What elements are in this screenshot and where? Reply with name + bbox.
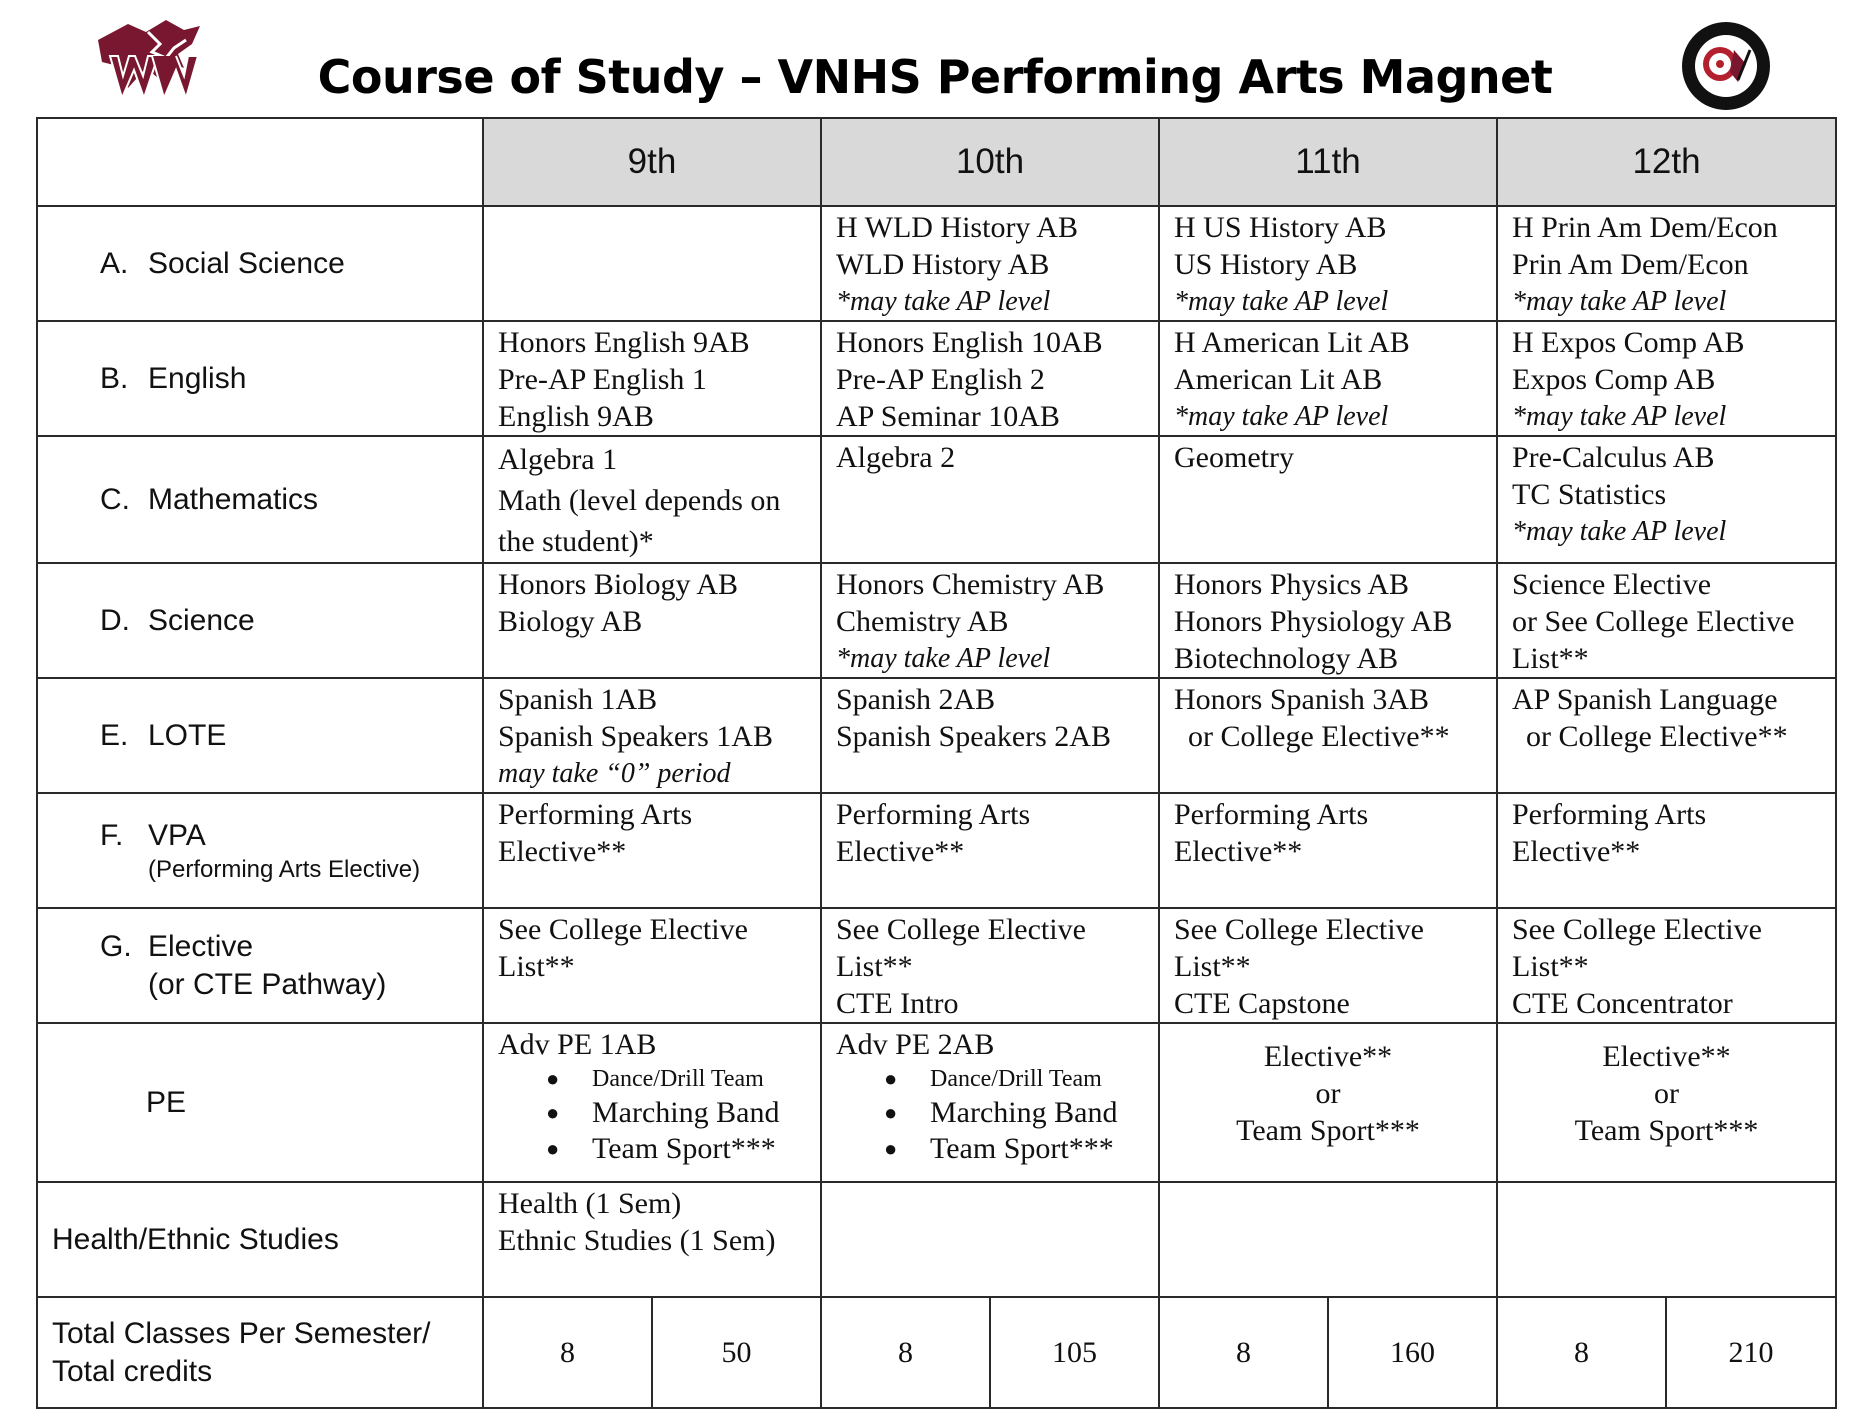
course-line: Math (level depends on	[498, 484, 781, 517]
cell-9th	[483, 793, 821, 908]
course-line: AP Spanish Language	[1512, 683, 1778, 716]
course-line: or College Elective**	[1526, 720, 1788, 753]
row-letter: F.	[100, 818, 124, 852]
row-label	[37, 908, 483, 1023]
row-science	[37, 563, 1836, 678]
cell-12th	[1497, 1182, 1836, 1297]
row-label-text: Total credits	[52, 1354, 213, 1388]
course-line: List**	[1512, 950, 1589, 983]
course-line: or College Elective**	[1188, 720, 1450, 753]
ap-note: *may take AP level	[1512, 401, 1727, 432]
list-item: ● Team Sport***	[546, 1131, 820, 1167]
cell-11th	[1159, 321, 1497, 436]
course-line: Algebra 1	[498, 443, 618, 476]
cell-12th	[1497, 436, 1836, 563]
course-line: Chemistry AB	[836, 605, 1009, 638]
row-label-text: Social Science	[148, 246, 345, 280]
course-line: List**	[1174, 950, 1251, 983]
cell-10th	[821, 678, 1159, 793]
row-label-text: PE	[146, 1085, 187, 1119]
course-line: Spanish Speakers 2AB	[836, 720, 1111, 753]
ap-note: *may take AP level	[1174, 401, 1389, 432]
cell-9th	[483, 678, 821, 793]
cell-11th	[1159, 563, 1497, 678]
course-line: Elective**	[1512, 835, 1641, 868]
course-line: Honors Biology AB	[498, 568, 739, 601]
course-line: Performing Arts	[1512, 798, 1707, 831]
course-line: Spanish Speakers 1AB	[498, 720, 773, 753]
course-line: or	[1315, 1077, 1341, 1110]
course-line: CTE Intro	[836, 987, 959, 1020]
cell-11th	[1159, 908, 1497, 1023]
ap-note: *may take AP level	[1174, 286, 1389, 317]
row-vpa	[37, 793, 1836, 908]
list-item: ● Marching Band	[546, 1095, 820, 1131]
pe-options-list	[498, 1063, 820, 1167]
course-line: Biology AB	[498, 605, 643, 638]
cell-12th	[1497, 321, 1836, 436]
course-line: Adv PE 1AB	[498, 1028, 657, 1061]
row-label	[37, 1297, 483, 1408]
cell-12th	[1497, 793, 1836, 908]
ap-note: *may take AP level	[836, 286, 1051, 317]
course-line: Honors Chemistry AB	[836, 568, 1105, 601]
course-line: the student)*	[498, 525, 654, 558]
cell-11th	[1159, 678, 1497, 793]
row-letter: A.	[100, 246, 129, 280]
row-label	[37, 321, 483, 436]
cell-10th	[821, 206, 1159, 321]
cell-11th	[1159, 1023, 1497, 1182]
credits-12th: 210	[1666, 1297, 1836, 1408]
cell-12th	[1497, 1023, 1836, 1182]
course-line: CTE Capstone	[1174, 987, 1350, 1020]
course-line: Honors English 10AB	[836, 326, 1103, 359]
course-line: H Prin Am Dem/Econ	[1512, 211, 1778, 244]
course-line: List**	[1512, 642, 1589, 675]
course-line: Elective**	[1602, 1040, 1731, 1073]
course-line: Spanish 1AB	[498, 683, 658, 716]
cell-12th	[1497, 678, 1836, 793]
course-line: or See College Elective	[1512, 605, 1795, 638]
course-line: Honors Spanish 3AB	[1174, 683, 1430, 716]
cell-12th	[1497, 908, 1836, 1023]
course-line: List**	[498, 950, 575, 983]
cell-11th	[1159, 206, 1497, 321]
row-mathematics	[37, 436, 1836, 563]
course-line: or	[1654, 1077, 1679, 1110]
course-line: Performing Arts	[1174, 798, 1369, 831]
course-line: Elective**	[1263, 1040, 1393, 1073]
course-line: H American Lit AB	[1174, 326, 1410, 359]
credits-11th: 160	[1328, 1297, 1497, 1408]
ap-note: *may take AP level	[836, 643, 1051, 674]
row-label	[37, 206, 483, 321]
course-line: Geometry	[1174, 441, 1294, 474]
row-english	[37, 321, 1836, 436]
classes-9th: 8	[483, 1297, 652, 1408]
cell-11th	[1159, 793, 1497, 908]
course-line: See College Elective	[836, 913, 1086, 946]
course-table	[36, 117, 1837, 1409]
classes-10th: 8	[821, 1297, 990, 1408]
row-pe	[37, 1023, 1836, 1182]
course-line: Prin Am Dem/Econ	[1512, 248, 1749, 281]
cell-12th	[1497, 563, 1836, 678]
cell-10th	[821, 1182, 1159, 1297]
cell-9th	[483, 1023, 821, 1182]
row-letter: B.	[100, 361, 129, 395]
classes-12th: 8	[1497, 1297, 1666, 1408]
course-line: See College Elective	[1512, 913, 1762, 946]
course-line: Pre-AP English 2	[836, 363, 1045, 396]
course-line: Algebra 2	[836, 441, 956, 474]
cell-9th	[483, 321, 821, 436]
course-line: Pre-Calculus AB	[1512, 441, 1715, 474]
cell-9th	[483, 1182, 821, 1297]
page-title: Course of Study – VNHS Performing Arts Magnet	[317, 50, 1553, 104]
row-label	[37, 563, 483, 678]
course-line: H Expos Comp AB	[1512, 326, 1745, 359]
header-9th: 9th	[483, 118, 821, 206]
ap-note: *may take AP level	[1512, 516, 1727, 547]
row-elective	[37, 908, 1836, 1023]
row-letter: D.	[100, 603, 130, 637]
cell-12th	[1497, 206, 1836, 321]
list-item: ● Team Sport***	[884, 1131, 1158, 1167]
row-label	[37, 1023, 483, 1182]
course-line: See College Elective	[498, 913, 748, 946]
course-line: Biotechnology AB	[1174, 642, 1399, 675]
list-item: ● Dance/Drill Team	[546, 1063, 820, 1095]
header-blank	[37, 118, 483, 206]
cell-10th	[821, 436, 1159, 563]
course-line: Science Elective	[1512, 568, 1712, 601]
course-line: CTE Concentrator	[1512, 987, 1733, 1020]
list-item: ● Marching Band	[884, 1095, 1158, 1131]
ap-note: *may take AP level	[1512, 286, 1727, 317]
credits-9th: 50	[652, 1297, 821, 1408]
course-line: Adv PE 2AB	[836, 1028, 995, 1061]
course-line: Honors Physics AB	[1174, 568, 1410, 601]
cell-9th	[483, 436, 821, 563]
course-line: Health (1 Sem)	[498, 1187, 682, 1220]
course-line: AP Seminar 10AB	[836, 400, 1060, 433]
course-line: H US History AB	[1174, 211, 1387, 244]
pe-options-list	[836, 1063, 1158, 1167]
course-line: English 9AB	[498, 400, 654, 433]
cell-11th	[1159, 1182, 1497, 1297]
row-label-text: VPA	[148, 818, 206, 852]
row-label-text: Science	[148, 603, 255, 637]
row-sublabel: (or CTE Pathway)	[148, 967, 387, 1001]
course-line: Performing Arts	[836, 798, 1031, 831]
cell-10th	[821, 321, 1159, 436]
course-line: US History AB	[1174, 248, 1358, 281]
row-letter: E.	[100, 718, 129, 752]
cell-9th	[483, 563, 821, 678]
row-totals	[37, 1297, 1836, 1408]
row-social-science	[37, 206, 1836, 321]
course-line: List**	[836, 950, 913, 983]
row-label-text: Health/Ethnic Studies	[52, 1222, 339, 1256]
course-line: Team Sport***	[1574, 1114, 1759, 1147]
course-line: Pre-AP English 1	[498, 363, 707, 396]
course-line: Elective**	[1174, 835, 1303, 868]
course-line: Ethnic Studies (1 Sem)	[498, 1224, 776, 1257]
cell-9th	[483, 206, 821, 321]
row-label	[37, 793, 483, 908]
course-line: H WLD History AB	[836, 211, 1078, 244]
row-label-text: Total Classes Per Semester/	[52, 1316, 431, 1350]
header-12th: 12th	[1497, 118, 1836, 206]
course-line: TC Statistics	[1512, 478, 1667, 511]
course-line: Expos Comp AB	[1512, 363, 1716, 396]
header-11th: 11th	[1159, 118, 1497, 206]
course-line: See College Elective	[1174, 913, 1424, 946]
cell-11th	[1159, 436, 1497, 563]
course-line: Honors Physiology AB	[1174, 605, 1453, 638]
course-line: Elective**	[836, 835, 965, 868]
classes-11th: 8	[1159, 1297, 1328, 1408]
cell-9th	[483, 908, 821, 1023]
course-line: Performing Arts	[498, 798, 693, 831]
row-label	[37, 436, 483, 563]
row-label-text: Elective	[148, 929, 254, 963]
cell-10th	[821, 793, 1159, 908]
header-10th: 10th	[821, 118, 1159, 206]
cell-10th	[821, 563, 1159, 678]
list-item: ● Dance/Drill Team	[884, 1063, 1158, 1095]
course-line: WLD History AB	[836, 248, 1050, 281]
row-label	[37, 1182, 483, 1297]
course-line: Spanish 2AB	[836, 683, 996, 716]
row-lote	[37, 678, 1836, 793]
row-label-text: English	[148, 361, 247, 395]
row-label-text: LOTE	[148, 718, 227, 752]
course-line: American Lit AB	[1174, 363, 1383, 396]
cell-10th	[821, 908, 1159, 1023]
course-line: Team Sport***	[1236, 1114, 1420, 1147]
cell-10th	[821, 1023, 1159, 1182]
row-label	[37, 678, 483, 793]
row-letter: C.	[100, 482, 130, 516]
course-line: Honors English 9AB	[498, 326, 750, 359]
row-sublabel: (Performing Arts Elective)	[148, 855, 421, 883]
row-letter: G.	[100, 929, 132, 963]
course-line: Elective**	[498, 835, 627, 868]
period-note: may take “0” period	[498, 758, 731, 789]
credits-10th: 105	[990, 1297, 1159, 1408]
row-health-ethnic-studies	[37, 1182, 1836, 1297]
row-label-text: Mathematics	[148, 482, 319, 516]
